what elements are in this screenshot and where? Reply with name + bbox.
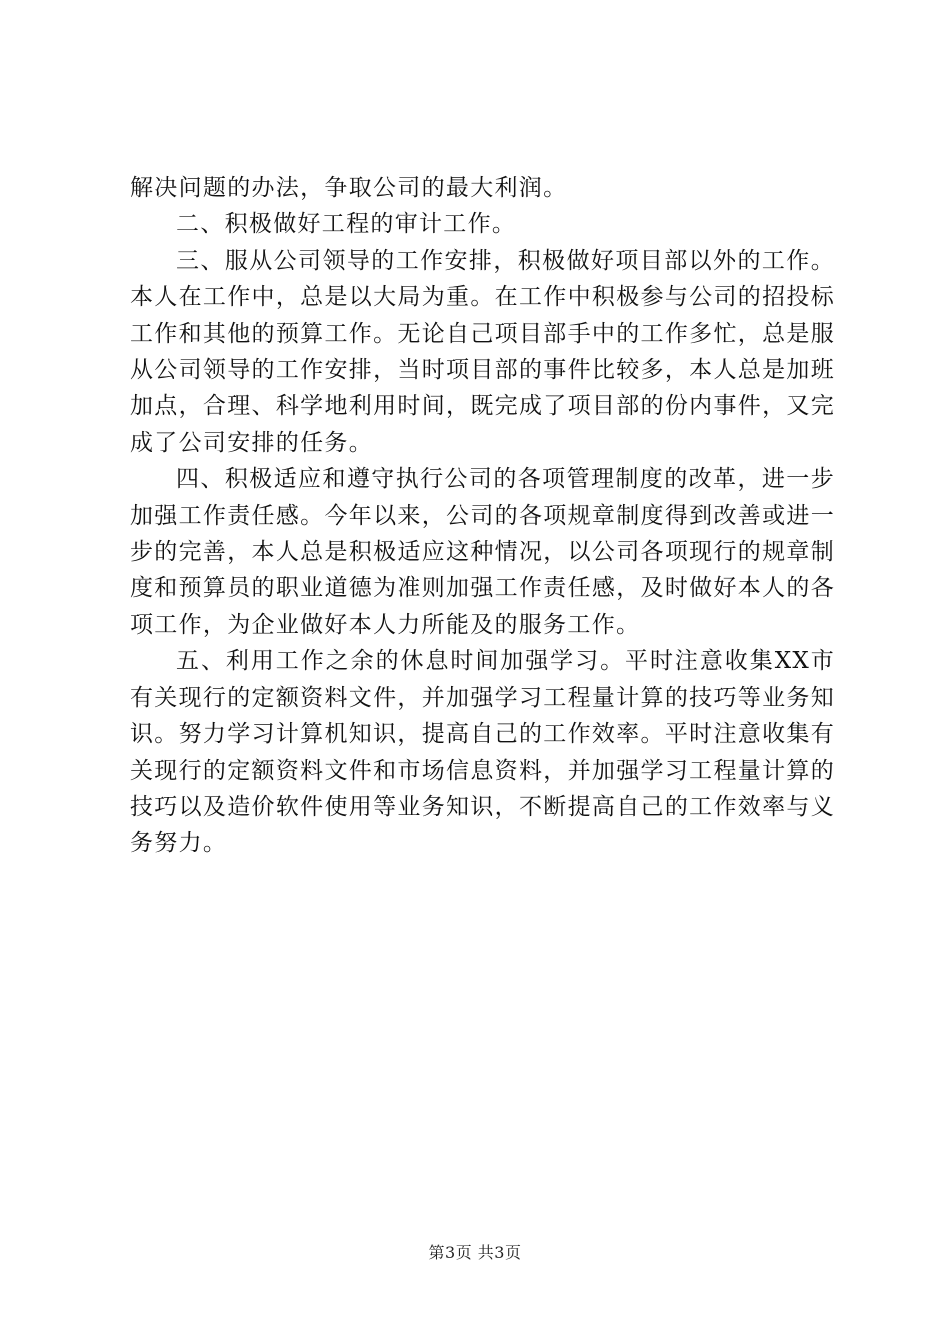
paragraph-section-4: 四、积极适应和遵守执行公司的各项管理制度的改革，进一步加强工作责任感。今年以来，公司的各项规章制度得到改善或进一步的完善，本人总是积极适应这种情况，以公司各项现行的规章制度和预算员的职业道德为准则加强工作责任感，及时做好本人的各项工作，为企业做好本人力所能及的服务工作。 [130,466,835,638]
page-number-footer: 第3页 共3页 [428,1243,522,1262]
paragraph-section-5: 五、利用工作之余的休息时间加强学习。平时注意收集XX市有关现行的定额资料文件，并加强学习工程量计算的技巧等业务知识。努力学习计算机知识，提高自己的工作效率。平时注意收集有关现行的定额资料文件和市场信息资料，并加强学习工程量计算的技巧以及造价软件使用等业务知识，不断提高自己的工作效率与义务努力。 [130,648,835,857]
paragraph-section-2: 二、积极做好工程的审计工作。 [176,211,517,238]
paragraph-section-3: 三、服从公司领导的工作安排，积极做好项目部以外的工作。本人在工作中，总是以大局为重。在工作中积极参与公司的招投标工作和其他的预算工作。无论自己项目部手中的工作多忙，总是服从公司领导的工作安排，当时项目部的事件比较多，本人总是加班加点，合理、科学地利用时间，既完成了项目部的份内事件，又完成了公司安排的任务。 [130,247,835,456]
document-body [130,170,835,862]
paragraph-continuation: 解决问题的办法，争取公司的最大利润。 [130,175,568,201]
